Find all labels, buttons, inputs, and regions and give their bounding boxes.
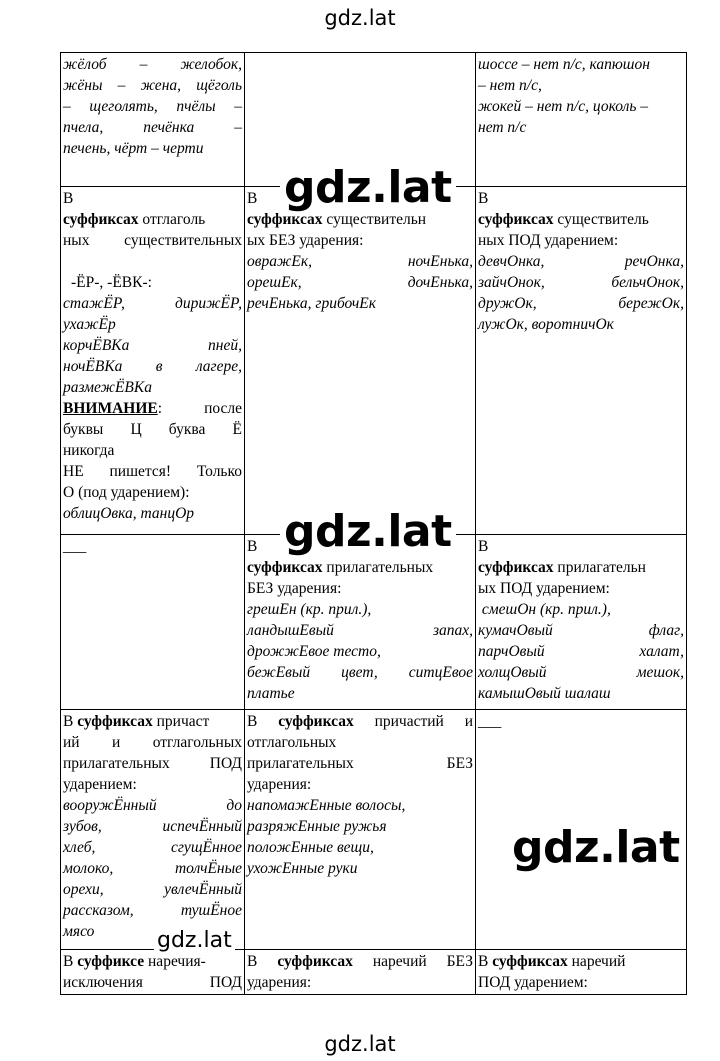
example-line: шоссе – нет п/с, капюшон xyxy=(478,56,650,73)
example-line: печень, чёрт – черти xyxy=(63,140,204,157)
example-line: разряжЕнные ружья xyxy=(247,818,387,835)
rule-prep: В xyxy=(478,538,489,555)
example-line: хлеб, сгущЁнное xyxy=(63,839,242,856)
rule-heading xyxy=(247,711,473,732)
rule-keyword: суффиксе xyxy=(77,953,145,970)
attention-line xyxy=(63,398,242,419)
watermark-overlay: gdz.lat xyxy=(508,826,684,870)
cell-r4-c1 xyxy=(61,710,245,950)
rule-prep: В xyxy=(478,190,489,207)
rule-text: О (под ударением): xyxy=(63,484,190,501)
example-line: камышОвый шалаш xyxy=(478,685,611,702)
rule-text: наречий БЕЗ xyxy=(352,953,473,970)
rule-text: ПОД ударением: xyxy=(478,974,588,991)
rule-heading xyxy=(63,209,242,230)
example-line: орехи, увлечЁнный xyxy=(63,881,242,898)
cell-r5-c2 xyxy=(245,950,476,995)
attention-label: ВНИМАНИЕ xyxy=(63,400,158,417)
cell-r2-c1 xyxy=(61,187,245,535)
rule-text: ударением: xyxy=(63,776,137,793)
rule-text: ых БЕЗ ударения: xyxy=(247,232,364,249)
rule-prep: В xyxy=(247,190,258,207)
example-line: – нет п/с, xyxy=(478,77,542,94)
cell-r3-c1 xyxy=(61,535,245,710)
example-line: зайчОнок, бельчОнок, xyxy=(478,274,684,291)
example-line: – щеголять, пчёлы – xyxy=(63,98,242,115)
rule-text: никогда xyxy=(63,442,115,459)
rule-keyword: суффиксах xyxy=(247,559,323,576)
table-row xyxy=(61,187,687,535)
cell-r1-c3 xyxy=(476,53,687,187)
rule-text: НЕ пишется! Только xyxy=(63,463,242,480)
example-line: речЕнька, грибочЕк xyxy=(247,295,376,312)
rule-text: ых ПОД ударением: xyxy=(478,580,610,597)
example-line: корчЁВКа пней, xyxy=(63,337,242,354)
example-line: холщОвый мешок, xyxy=(478,664,684,681)
example-line: ландышЕвый запах, xyxy=(247,622,473,639)
example-line: напомажЕнные волосы, xyxy=(247,797,406,814)
cell-r5-c3 xyxy=(476,950,687,995)
cell-r2-c3 xyxy=(476,187,687,535)
empty-dash: ___ xyxy=(478,713,502,730)
rule-text: ных ПОД ударением: xyxy=(478,232,619,249)
rule-prep: В xyxy=(63,190,74,207)
example-line: ухожЕнные руки xyxy=(247,860,358,877)
watermark-top: gdz.lat xyxy=(324,6,396,30)
rule-keyword: суффиксах xyxy=(478,211,554,228)
cell-r2-c2 xyxy=(245,187,476,535)
rule-text: ий и отглагольных xyxy=(63,734,242,751)
rule-text: отглаголь xyxy=(138,211,206,228)
watermark-overlay: gdz.lat xyxy=(280,166,456,210)
example-line: положЕнные вещи, xyxy=(247,839,374,856)
rule-text: причаст xyxy=(152,713,210,730)
rule-prep: В xyxy=(478,953,493,970)
rule-keyword: суффиксах xyxy=(492,953,568,970)
rule-keyword: суффиксах xyxy=(63,211,139,228)
example-line: девчОнка, речОнка, xyxy=(478,253,684,270)
empty-dash: ___ xyxy=(63,538,87,555)
example-line: платье xyxy=(247,685,295,702)
rule-text: наречия- xyxy=(144,953,206,970)
example-line: жокей – нет п/с, цоколь – xyxy=(478,98,649,115)
rule-text: прилагательных БЕЗ xyxy=(247,755,473,772)
rule-text: ударения: xyxy=(247,974,312,991)
example-line: размежЁВКа xyxy=(63,379,152,396)
example-line: пчела, печёнка – xyxy=(63,119,242,136)
rule-heading xyxy=(478,209,684,230)
example-line: молоко, толчЁные xyxy=(63,860,242,877)
watermark-overlay: gdz.lat xyxy=(154,930,235,952)
cell-r3-c2 xyxy=(245,535,476,710)
example-line: вооружЁнный до xyxy=(63,797,242,814)
table-row xyxy=(61,535,687,710)
rule-keyword: суффиксах xyxy=(277,953,353,970)
rule-text: существительн xyxy=(322,211,427,228)
rule-text: исключения ПОД xyxy=(63,974,242,991)
rule-text: прилагательн xyxy=(553,559,646,576)
example-line: дрожжЕвое тесто, xyxy=(247,643,381,660)
example-line: жёны – жена, щёголь xyxy=(63,77,242,94)
rule-text: прилагательных xyxy=(322,559,434,576)
rule-keyword: суффиксах xyxy=(278,713,354,730)
rule-prep: В xyxy=(63,953,78,970)
example-line: жёлоб – желобок, xyxy=(63,56,242,73)
example-line: рассказом, тушЁное xyxy=(63,902,242,919)
example-line: ухажЁр xyxy=(63,316,116,333)
rule-heading xyxy=(63,951,242,972)
rule-keyword: суффиксах xyxy=(478,559,554,576)
rule-text: отглагольных xyxy=(247,734,337,751)
rule-keyword: суффиксах xyxy=(77,713,153,730)
example-line: орешЕк, дочЕнька, xyxy=(247,274,473,291)
rule-heading xyxy=(247,951,473,972)
example-line: ночЁВКа в лагере, xyxy=(63,358,242,375)
cell-r1-c1 xyxy=(61,53,245,187)
example-line: грешЕн (кр. прил.), xyxy=(247,601,372,618)
rule-heading xyxy=(63,711,242,732)
example-line: бежЕвый цвет, ситцЕвое xyxy=(247,664,473,681)
example-line: кумачОвый флаг, xyxy=(478,622,684,639)
rule-text: буквы Ц буква Ё xyxy=(63,421,242,438)
rule-prep: В xyxy=(247,538,258,555)
example-line: овражЕк, ночЕнька, xyxy=(247,253,473,270)
rule-text: : после xyxy=(157,400,242,417)
rule-prep: В xyxy=(247,953,278,970)
rule-text: ударения: xyxy=(247,776,312,793)
example-line: мясо xyxy=(63,923,95,940)
example-line: дружОк, бережОк, xyxy=(478,295,684,312)
suffix-list: -ЁР-, -ЁВК-: xyxy=(71,274,152,291)
watermark-overlay: gdz.lat xyxy=(280,510,456,554)
example-line: смешОн (кр. прил.), xyxy=(478,601,611,618)
rule-text: прилагательных ПОД xyxy=(63,755,242,772)
cell-r3-c3 xyxy=(476,535,687,710)
rule-heading xyxy=(478,951,684,972)
rule-text: причастий и xyxy=(353,713,473,730)
rule-prep: В xyxy=(247,713,279,730)
example-line: зубов, испечЁнный xyxy=(63,818,242,835)
rule-text: наречий xyxy=(567,953,626,970)
example-line: парчОвый халат, xyxy=(478,643,684,660)
watermark-bottom: gdz.lat xyxy=(324,1032,396,1056)
example-line: стажЁР, дирижЁР, xyxy=(63,295,242,312)
table-row xyxy=(61,950,687,995)
rule-text: ных существительных xyxy=(63,232,242,249)
example-line: облицОвка, танцОр xyxy=(63,505,195,522)
example-line: лужОк, воротничОк xyxy=(478,316,614,333)
cell-r4-c2 xyxy=(245,710,476,950)
example-line: нет п/с xyxy=(478,119,527,136)
rule-keyword: суффиксах xyxy=(247,211,323,228)
rule-heading xyxy=(247,557,473,578)
rule-heading xyxy=(478,557,684,578)
cell-r5-c1 xyxy=(61,950,245,995)
rule-text: БЕЗ ударения: xyxy=(247,580,342,597)
rule-prep: В xyxy=(63,713,78,730)
rule-text: существитель xyxy=(553,211,649,228)
